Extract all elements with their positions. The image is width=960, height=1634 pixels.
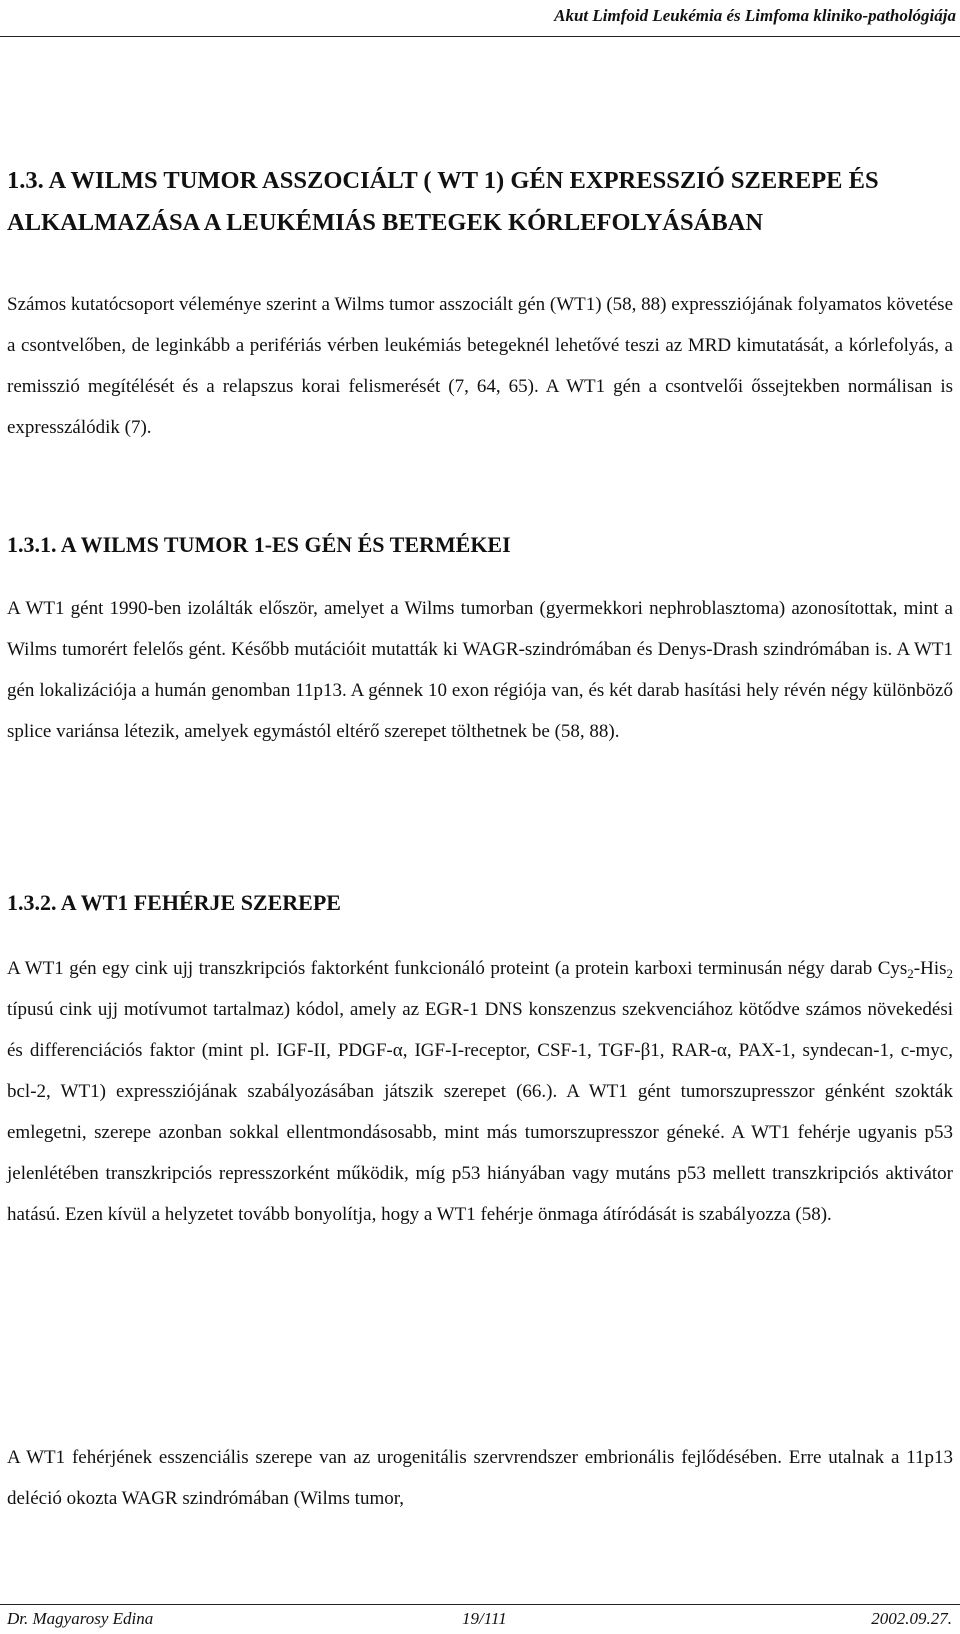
paragraph-text: -His — [913, 958, 947, 979]
subsection-1-paragraph: A WT1 gént 1990-ben izolálták először, amelyet a Wilms tumorban (gyermekkori nephroblasztoma) azonosítottak, mint a Wilms tumorért felelős gént. Később mutációit mutatták ki WAGR-szindrómában és Denys-Drash szindrómában is. A WT1 gén lokalizációja a humán genomban 11p13. A génnek 10 exon régiója van, és két darab hasítási hely révén négy különböző splice variánsa létezik, amelyek egymástól eltérő szerepet tölthetnek be (58, 88). — [7, 598, 953, 742]
subsection-2-paragraph-1 — [7, 948, 953, 1235]
subsection-2-heading: 1.3.2. A WT1 FEHÉRJE SZEREPE — [7, 890, 341, 915]
footer-author: Dr. Magyarosy Edina — [7, 1609, 154, 1628]
running-header: Akut Limfoid Leukémia és Limfoma kliniko-pathológiája — [554, 6, 956, 25]
footer-page-number: 19/111 — [462, 1609, 507, 1628]
subsection-1-heading: 1.3.1. A WILMS TUMOR 1-ES GÉN ÉS TERMÉKEI — [7, 532, 511, 557]
section-heading: 1.3. A WILMS TUMOR ASSZOCIÁLT ( WT 1) GÉN EXPRESSZIÓ SZEREPE ÉS ALKALMAZÁSA A LEUKÉMIÁS BETEGEK KÓRLEFOLYÁSÁBAN — [7, 167, 879, 236]
intro-paragraph: Számos kutatócsoport véleménye szerint a Wilms tumor asszociált gén (WT1) (58, 88) expressziójának folyamatos követése a csontvelőben, de leginkább a perifériás vérben leukémiás betegeknél lehetővé teszi az MRD kimutatását, a kórlefolyás, a remisszió megítélését és a relapszus korai felismerését (7, 64, 65). A WT1 gén a csontvelői őssejtekben normálisan is expresszálódik (7). — [7, 294, 953, 438]
paragraph-text: típusú cink ujj motívumot tartalmaz) kódol, amely az EGR-1 DNS konszenzus szekvenciához kötődve számos növekedési és differenciációs faktor (mint pl. IGF-II, PDGF-α, IGF-I-receptor, CSF-1, TGF-β1, RAR-α, PAX-1, syndecan-1, c-myc, bcl-2, WT1) expressziójának szabályozásában játszik szerepet (66.). A WT1 gént tumorszupresszor génként szokták emlegetni, szerepe azonban sokkal ellentmondásosabb, mint más tumorszupresszor géneké. A WT1 fehérje ugyanis p53 jelenlétében transzkripciós represszorként működik, míg p53 hiányában vagy mutáns p53 mellett transzkripciós aktivátor hatású. Ezen kívül a helyzetet tovább bonyolítja, hogy a WT1 fehérje önmaga átíródását is szabályozza (58). — [7, 999, 953, 1225]
his-subscript: 2 — [946, 966, 953, 981]
footer-date: 2002.09.27. — [871, 1609, 952, 1628]
cys-subscript: 2 — [907, 966, 914, 981]
header-divider — [0, 36, 960, 37]
paragraph-text: A WT1 gén egy cink ujj transzkripciós faktorként funkcionáló proteint (a protein karboxi terminusán négy darab Cys — [7, 958, 908, 979]
footer-divider — [0, 1604, 960, 1605]
subsection-2-paragraph-2: A WT1 fehérjének esszenciális szerepe van az urogenitális szervrendszer embrionális fejlődésében. Erre utalnak a 11p13 deléció okozta WAGR szindrómában (Wilms tumor, — [7, 1447, 953, 1509]
